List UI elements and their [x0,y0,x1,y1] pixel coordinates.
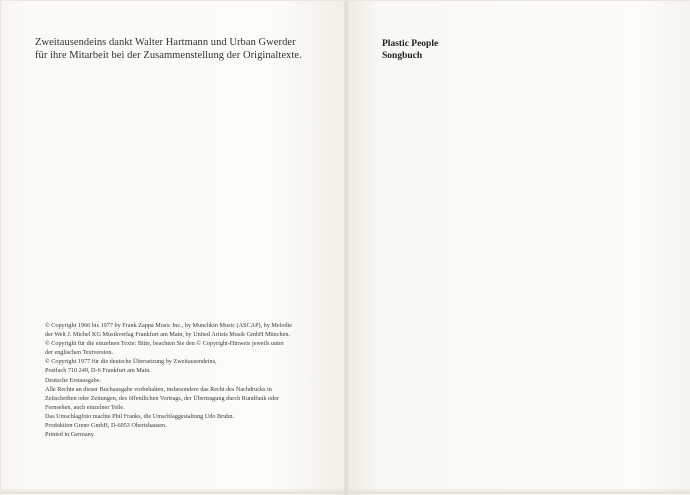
imprint-line: Zeitschriften oder Zeitungen, des öffentlichen Vortrags, der Übertragung durch Rundfunk oder [45,394,280,402]
imprint-line: Alle Rechte an dieser Buchausgabe vorbehalten, insbesondere das Recht des Nachdrucks in [45,385,272,393]
imprint-line: © Copyright 1966 bis 1977 by Frank Zappa Music Inc., by Munchkin Music (ASCAP), by Melodie [45,322,293,329]
copyright-imprint [45,321,292,439]
left-page [1,1,346,495]
acknowledgement-line: Zweitausendeins dankt Walter Hartmann und Urban Gwerder [35,37,296,48]
imprint-line: © Copyright 1977 für die deutsche Übersetzung by Zweitausendeins, [45,358,217,366]
imprint-line: Fernsehen, auch einzelner Teile. [45,403,125,411]
imprint-line: der Welt J. Michel KG Musikverlag Frankfurt am Main, by United Artists Musik GmbH München. [45,331,290,339]
imprint-line: © Copyright für die einzelnen Texte: Bitte, beachten Sie den © Copyright-Hinweis jeweils unter [45,340,284,348]
imprint-line: Deutsche Erstausgabe. [45,376,102,384]
right-page [346,1,690,495]
book-subtitle: Songbuch [382,50,423,61]
acknowledgement-line: für ihre Mitarbeit bei der Zusammenstellung der Originaltexte. [35,49,302,61]
book-title: Plastic People [382,39,439,49]
imprint-line: Produktion Greno GmbH, D-6053 Obertshausen. [45,422,167,430]
page-gutter [344,1,348,495]
page-bottom-edge [1,488,690,494]
imprint-line: der englischen Textversion. [45,349,114,357]
book-title-block [382,39,438,62]
imprint-line: Postfach 710 249, D-6 Frankfurt am Main. [45,367,151,375]
acknowledgement-text [35,37,302,62]
imprint-line: Printed in Germany. [45,431,95,439]
imprint-line: Das Umschlagfoto machte Phil Franks, die Umschlaggestaltung Udo Bruhn. [45,412,235,420]
